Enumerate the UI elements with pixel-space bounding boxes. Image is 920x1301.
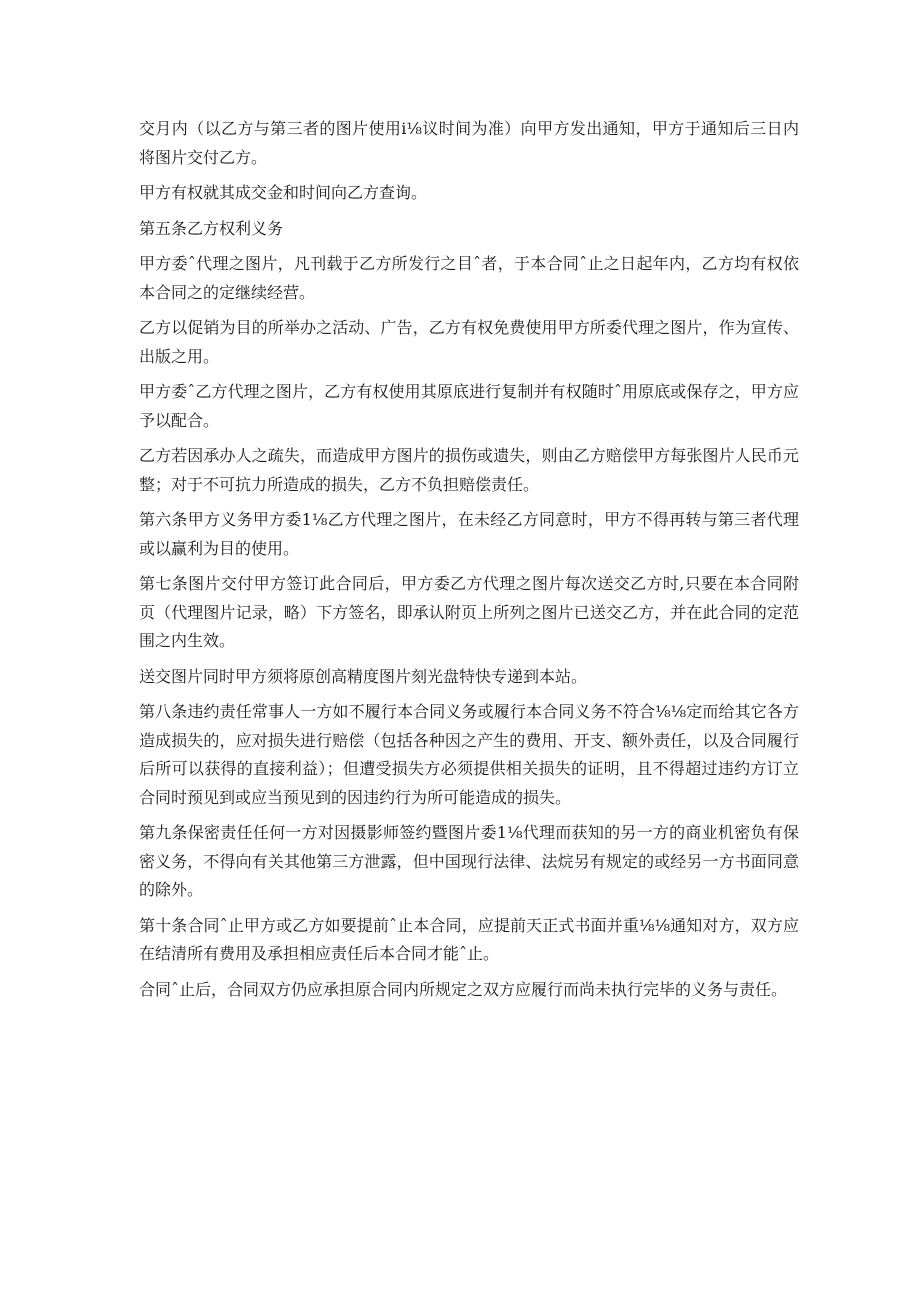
document-body bbox=[139, 115, 799, 1011]
article-9-paragraph: 第九条保密责任任何一方对因摄影师签约暨图片委1⅛代理而获知的另一方的商业机密负有保密义务，不得向有关其他第三方泄露，但中国现行法律、法烷另有规定的或经另一方书面同意的除外。 bbox=[139, 823, 799, 899]
article-6-paragraph: 第六条甲方义务甲方委1⅛乙方代理之图片，在未经乙方同意时，甲方不得再转与第三者代理或以赢利为目的使用。 bbox=[139, 510, 799, 558]
paragraph-compensation: 乙方若因承办人之疏失，而造成甲方图片的损伤或遗失，则由乙方赔偿甲方每张图片人民币元整；对于不可抗力所造成的损失，乙方不负担赔偿责任。 bbox=[139, 446, 799, 494]
paragraph-delivery: 送交图片同时甲方须将原创高精度图片刻光盘特快专递到本站。 bbox=[139, 666, 588, 686]
paragraph-inquiry: 甲方有权就其成交金和时间向乙方查询。 bbox=[139, 183, 428, 202]
article-7-paragraph: 第七条图片交付甲方签订此合同后，甲方委乙方代理之图片每次送交乙方时,只要在本合同附页（代理图片记录，略）下方签名，即承认附页上所列之图片已送交乙方，并在此合同的定范围之内生效。 bbox=[139, 574, 799, 650]
paragraph-notice: 交月内（以乙方与第三者的图片使用i⅛议时间为准）向甲方发出通知，甲方于通知后三日内将图片交付乙方。 bbox=[139, 119, 799, 167]
article-10-paragraph: 第十条合同ˆ止甲方或乙方如要提前ˆ止本合同，应提前天正式书面并重⅛⅛通知对方，双方应在结清所有费用及承担相应责任后本合同才能ˆ止。 bbox=[139, 915, 799, 963]
article-5-heading: 第五条乙方权利义务 bbox=[139, 218, 284, 238]
article-8-paragraph: 第八条违约责任常事人一方如不履行本合同义务或履行本合同义务不符合⅛⅛定而给其它各方造成损失的，应对损失进行赔偿（包括各种因之产生的费用、开支、额外责任，以及合同履行后所可以获得的直接利益）；但遭受损失方必须提供相关损失的证明，且不得超过违约方订立合同时预见到或应当预见到的因违约行为所可能造成的损失。 bbox=[139, 702, 799, 807]
paragraph-after-termination: 合同ˆ止后，合同双方仍应承担原合同内所规定之双方应履行而尚未执行完毕的义务与责任。 bbox=[139, 979, 788, 999]
paragraph-promotion-use: 乙方以促销为目的所举办之活动、广告，乙方有权免费使用甲方所委代理之图片，作为宣传、出版之用。 bbox=[139, 318, 799, 366]
paragraph-copy-rights: 甲方委ˆ乙方代理之图片，乙方有权使用其原底进行复制并有权随时ˆ用原底或保存之，甲方应予以配合。 bbox=[139, 382, 799, 430]
paragraph-continue-operation: 甲方委ˆ代理之图片，凡刊载于乙方所发行之目ˆ者，于本合同ˆ止之日起年内，乙方均有权依本合同之的定继续经营。 bbox=[139, 254, 799, 302]
